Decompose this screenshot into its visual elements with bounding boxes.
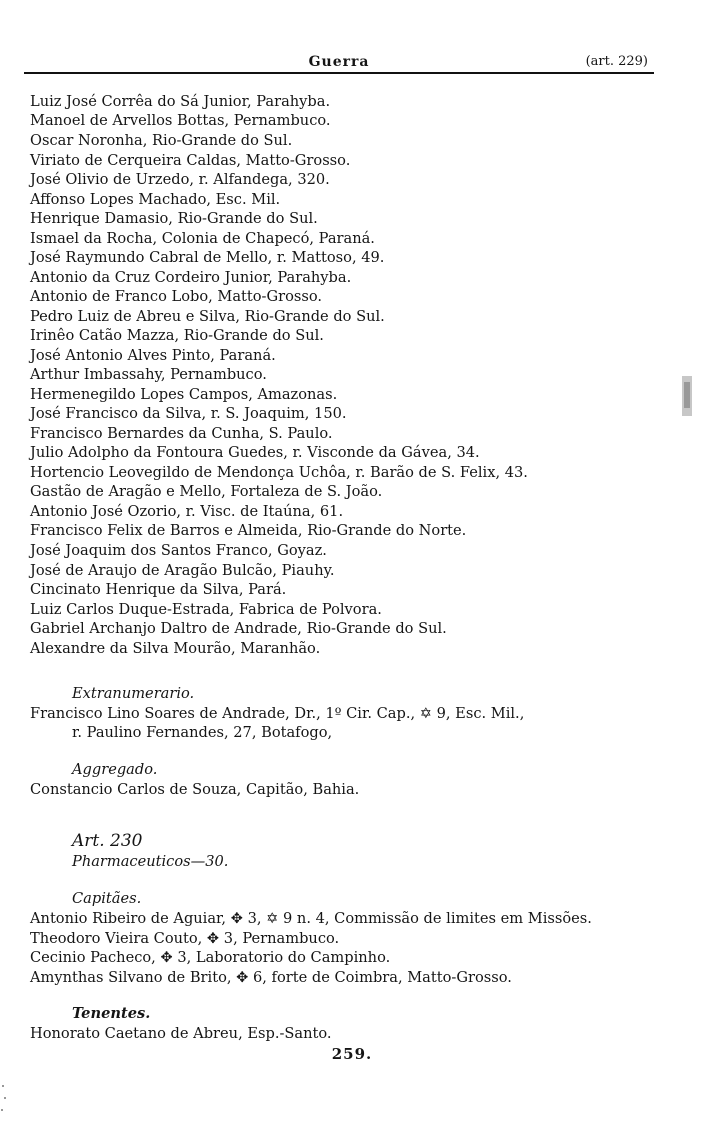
list-item: Theodoro Vieira Couto, ✥ 3, Pernambuco. [30, 930, 340, 947]
list-item: Pedro Luiz de Abreu e Silva, Rio-Grande do Sul. [30, 308, 385, 325]
list-item: Antonio da Cruz Cordeiro Junior, Parahyba. [30, 269, 352, 286]
section-heading-tenentes: Tenentes. [72, 1005, 151, 1022]
list-item: Cincinato Henrique da Silva, Pará. [30, 581, 287, 598]
list-item-continuation: r. Paulino Fernandes, 27, Botafogo, [72, 724, 333, 741]
list-item: Constancio Carlos de Souza, Capitão, Bahia. [30, 781, 360, 798]
section-heading-extranumerario: Extranumerario. [72, 685, 195, 702]
list-item: Hortencio Leovegildo de Mendonça Uchôa, r. Barão de S. Felix, 43. [30, 464, 528, 481]
header-title: Guerra [308, 54, 370, 70]
list-item: Francisco Felix de Barros e Almeida, Rio-Grande do Norte. [30, 522, 467, 539]
running-header [24, 52, 654, 74]
list-item: Manoel de Arvellos Bottas, Pernambuco. [30, 112, 331, 129]
list-item: Francisco Bernardes da Cunha, S. Paulo. [30, 425, 333, 442]
list-item: Luiz José Corrêa do Sá Junior, Parahyba. [30, 93, 331, 110]
article-title: Art. 230 [72, 831, 143, 851]
list-item: Antonio de Franco Lobo, Matto-Grosso. [30, 288, 323, 305]
article-subtitle: Pharmaceuticos—30. [72, 853, 229, 870]
list-item: Gastão de Aragão e Mello, Fortaleza de S. João. [30, 483, 383, 500]
header-rule [24, 72, 654, 74]
list-item: José Olivio de Urzedo, r. Alfandega, 320. [30, 171, 330, 188]
list-item: Gabriel Archanjo Daltro de Andrade, Rio-Grande do Sul. [30, 620, 447, 637]
list-item: Amynthas Silvano de Brito, ✥ 6, forte de Coimbra, Matto-Grosso. [30, 969, 512, 986]
list-item: Irinêo Catão Mazza, Rio-Grande do Sul. [30, 327, 324, 344]
list-item: Luiz Carlos Duque-Estrada, Fabrica de Polvora. [30, 601, 382, 618]
list-item: José Raymundo Cabral de Mello, r. Mattoso, 49. [30, 249, 385, 266]
list-item: Alexandre da Silva Mourão, Maranhão. [30, 640, 321, 657]
page-number: 259. [331, 1045, 373, 1063]
list-item: Oscar Noronha, Rio-Grande do Sul. [30, 132, 293, 149]
list-item: Hermenegildo Lopes Campos, Amazonas. [30, 386, 338, 403]
list-item: Viriato de Cerqueira Caldas, Matto-Grosso. [30, 152, 351, 169]
list-item: Julio Adolpho da Fontoura Guedes, r. Visconde da Gávea, 34. [30, 444, 480, 461]
list-item: José Antonio Alves Pinto, Paraná. [30, 347, 276, 364]
list-item: Antonio José Ozorio, r. Visc. de Itaúna, 61. [30, 503, 344, 520]
list-item: Francisco Lino Soares de Andrade, Dr., 1º Cir. Cap., ✡ 9, Esc. Mil., [30, 705, 525, 722]
section-heading-aggregado: Aggregado. [72, 761, 158, 778]
list-item: Ismael da Rocha, Colonia de Chapecó, Paraná. [30, 230, 375, 247]
section-heading-capitaes: Capitães. [72, 890, 142, 907]
scan-speckle [0, 1080, 10, 1124]
list-item: Cecinio Pacheco, ✥ 3, Laboratorio do Campinho. [30, 949, 391, 966]
scan-smudge [678, 372, 698, 422]
header-article-ref: (art. 229) [585, 54, 648, 69]
list-item: Henrique Damasio, Rio-Grande do Sul. [30, 210, 318, 227]
list-item: Honorato Caetano de Abreu, Esp.-Santo. [30, 1025, 332, 1042]
list-item: José Joaquim dos Santos Franco, Goyaz. [30, 542, 327, 559]
list-item: Affonso Lopes Machado, Esc. Mil. [30, 191, 281, 208]
list-item: Arthur Imbassahy, Pernambuco. [30, 366, 267, 383]
list-item: Antonio Ribeiro de Aguiar, ✥ 3, ✡ 9 n. 4, Commissão de limites em Missões. [30, 910, 592, 927]
list-item: José de Araujo de Aragão Bulcão, Piauhy. [30, 562, 335, 579]
list-item: José Francisco da Silva, r. S. Joaquim, 150. [30, 405, 347, 422]
